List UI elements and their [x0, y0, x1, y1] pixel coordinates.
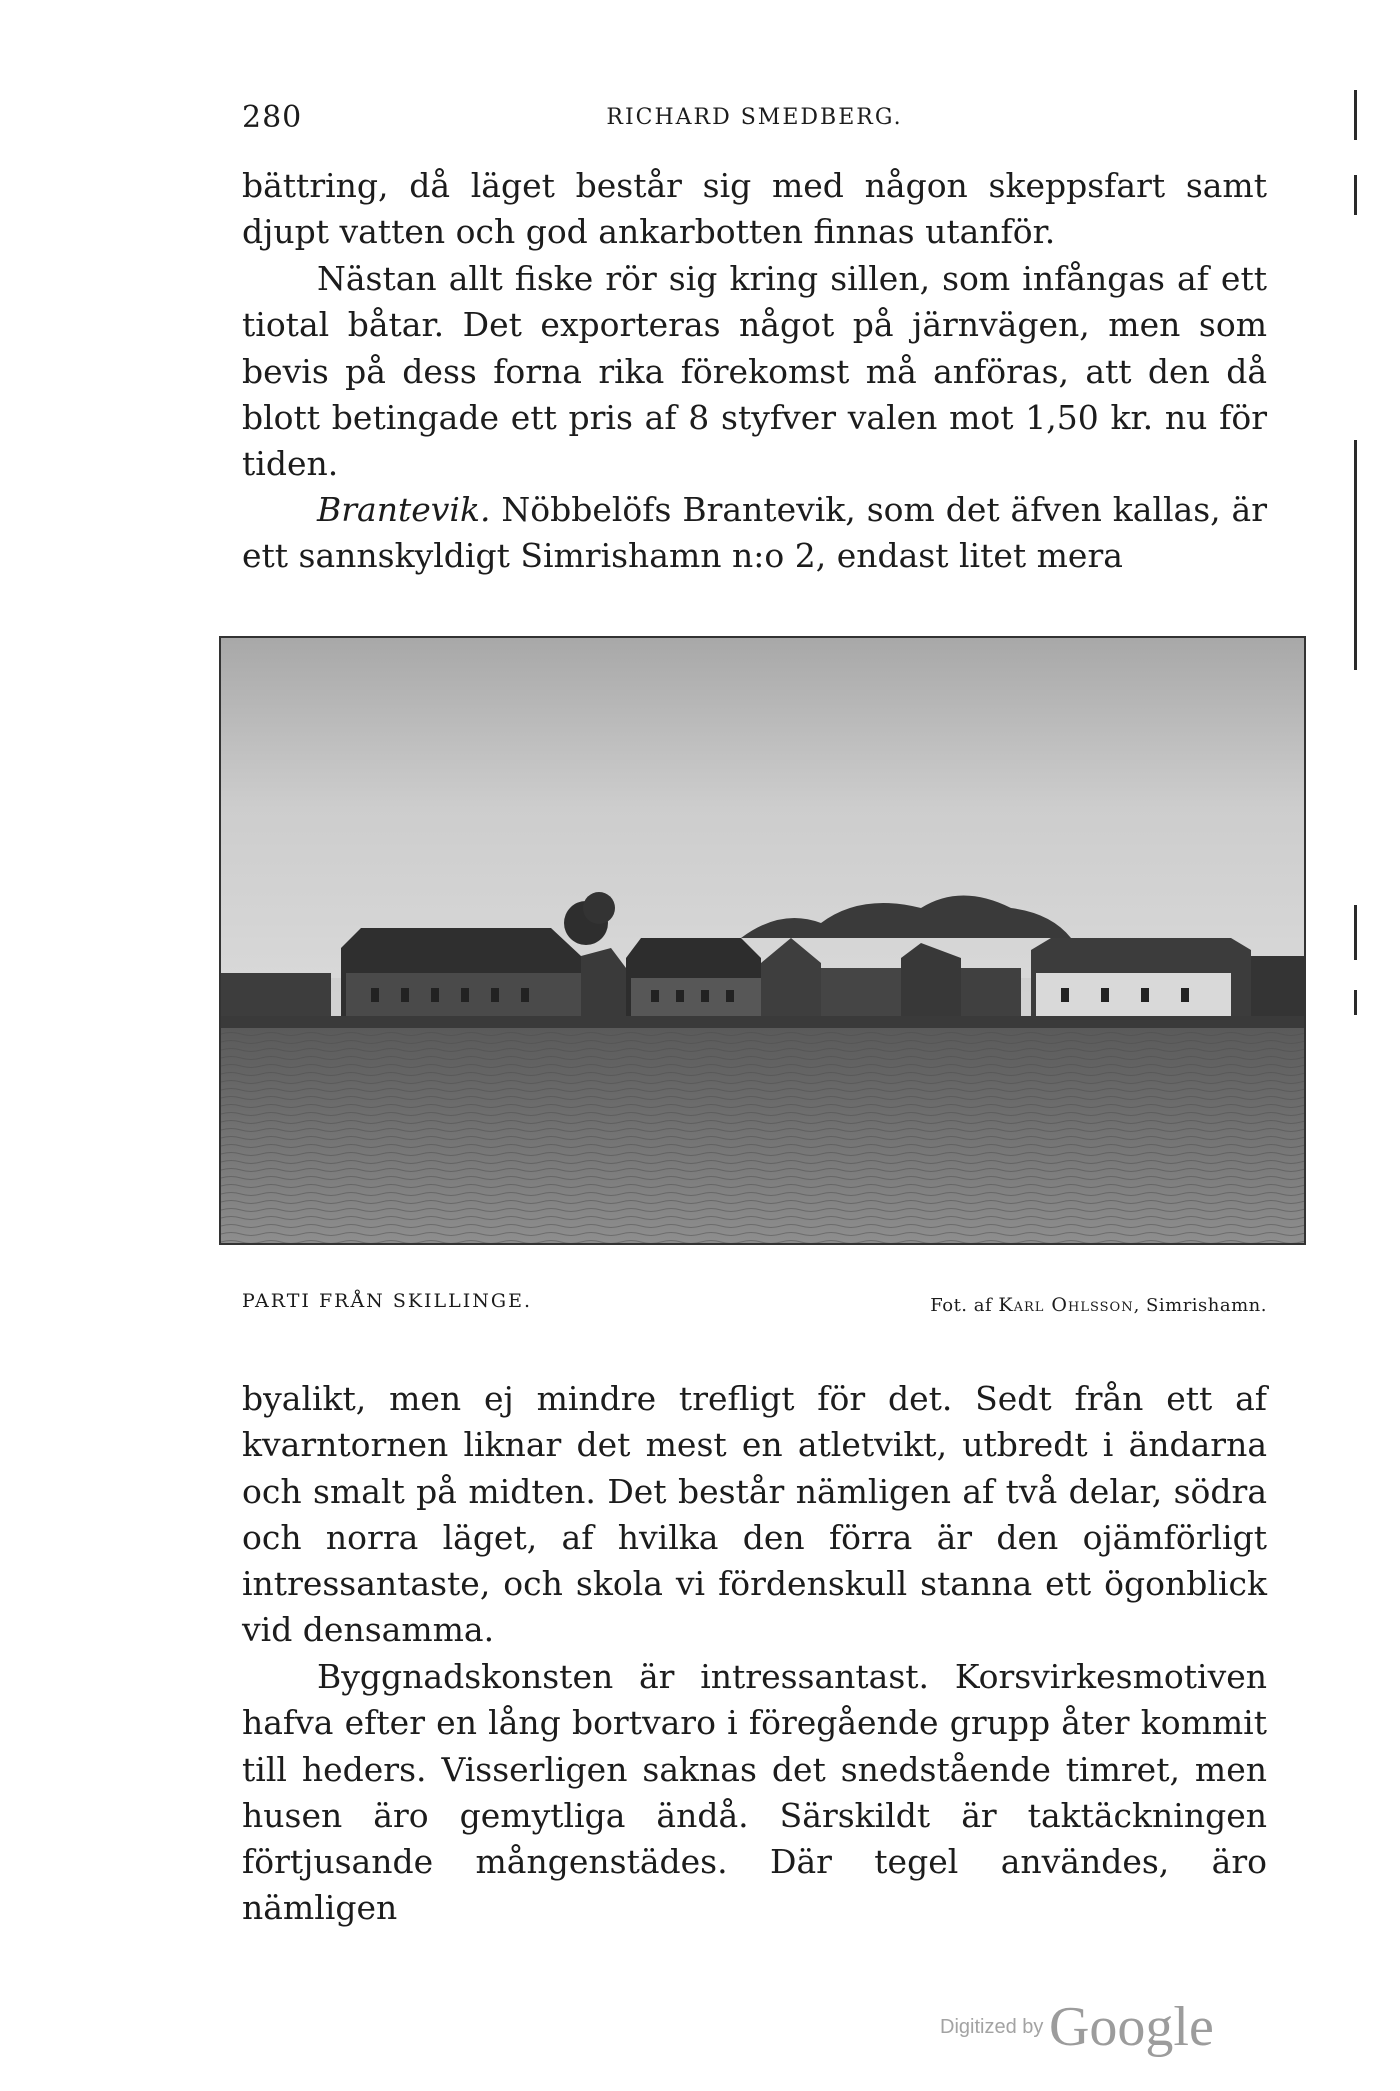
scan-edge-line	[1354, 175, 1357, 215]
digitized-by-google-watermark	[940, 1995, 1214, 2065]
paragraph-3	[242, 487, 1267, 580]
running-head: RICHARD SMEDBERG.	[606, 105, 903, 130]
scan-edge-line	[1354, 905, 1357, 960]
paragraph-2	[242, 256, 1267, 487]
watermark-prefix: Digitized by	[940, 2016, 1049, 2038]
scan-edge-line	[1354, 90, 1357, 140]
photo-credit-suffix: , Simrishamn.	[1133, 1295, 1267, 1316]
photo-credit	[930, 1294, 1267, 1316]
google-logo: Google	[1048, 1996, 1214, 2058]
place-name-brantevik: Brantevik.	[317, 490, 491, 529]
paragraph-5	[242, 1654, 1267, 1932]
photo-credit-prefix: Fot. af	[930, 1295, 999, 1316]
figure-caption: PARTI FRÅN SKILLINGE.	[242, 1290, 532, 1312]
paragraph-1: bättring, då läget består sig med någon skeppsfart samt djupt vatten och god ankarbotten finnas utanför.	[242, 166, 1267, 252]
scan-edge-line	[1354, 440, 1357, 670]
scan-edge-line	[1354, 990, 1357, 1015]
photograph-skillinge	[219, 636, 1306, 1245]
page-header	[242, 100, 1267, 140]
page-number: 280	[242, 100, 303, 135]
paragraph-3-text: Nöbbelöfs Brantevik, som det äfven kallas, är ett sannskyldigt Simrishamn n:o 2, endast litet mera	[242, 490, 1267, 576]
photographer-name: Karl Ohlsson	[998, 1294, 1134, 1316]
photograph-illustration	[221, 638, 1304, 1243]
paragraph-2-text: Nästan allt fiske rör sig kring sillen, som infångas af ett tiotal båtar. Det exporteras något på järnvägen, men som bevis på dess forna rika förekomst må anföras, att den då blott betingade ett pris af 8 styfver valen mot 1,50 kr. nu för tiden.	[242, 259, 1267, 484]
paragraph-4: byalikt, men ej mindre trefligt för det. Sedt från ett af kvarntornen liknar det mest en atletvikt, utbredt i ändarna och smalt på midten. Det består nämligen af två delar, södra och norra läget, af hvilka den förra är den ojämförligt intressantaste, och skola vi fördenskull stanna ett ögonblick vid densamma.	[242, 1379, 1267, 1650]
paragraph-5-text: Byggnadskonsten är intressantast. Korsvirkesmotiven hafva efter en lång bortvaro i föregående grupp åter kommit till heders. Visserligen saknas det snedstående timret, men husen äro gemytliga ändå. Särskildt är taktäckningen förtjusande mångenstädes. Där tegel användes, äro nämligen	[242, 1657, 1267, 1928]
